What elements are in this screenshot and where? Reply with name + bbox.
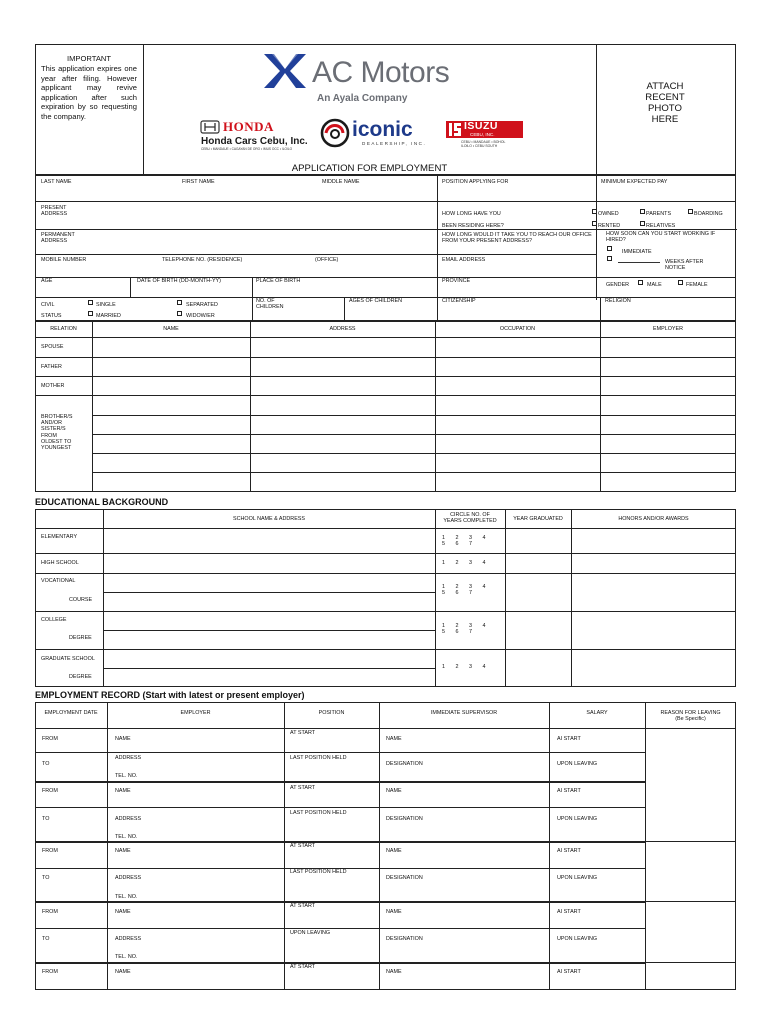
emp-position-header: POSITION xyxy=(318,710,345,716)
honors-header: HONORS AND/OR AWARDS xyxy=(618,516,689,522)
record4-name: NAME xyxy=(115,909,131,915)
circle-years-header: CIRCLE NO. OF YEARS COMPLETED xyxy=(443,512,497,525)
year-graduated-header: YEAR GRADUATED xyxy=(513,516,563,522)
record2-tel: TEL. NO. xyxy=(115,834,138,840)
single-label: SINGLE xyxy=(96,302,116,308)
record1-sup-name: NAME xyxy=(386,736,402,742)
relation-header: RELATION xyxy=(50,326,77,332)
start-working-label: HOW SOON CAN YOU START WORKING IF HIRED? xyxy=(606,231,716,244)
record2-to: TO xyxy=(42,816,50,822)
school-header: SCHOOL NAME & ADDRESS xyxy=(233,516,305,522)
record5-from: FROM xyxy=(42,969,58,975)
record2-designation: DESIGNATION xyxy=(386,816,423,822)
record1-salary-leave: UPON LEAVING xyxy=(557,761,598,767)
record1-at-start: AT START xyxy=(290,730,316,736)
relatives-label: RELATIVES xyxy=(646,223,676,229)
male-checkbox[interactable] xyxy=(638,280,643,285)
record4-address: ADDRESS xyxy=(115,936,142,942)
min-pay-label: MINIMUM EXPECTED PAY xyxy=(601,179,668,185)
father-label: FATHER xyxy=(41,364,62,370)
siblings-label: BROTHER/S AND/OR SISTER/S FROM OLDEST TO YOUNGEST xyxy=(41,414,73,452)
boarding-label: BOARDING xyxy=(694,211,723,217)
isuzu-name: ISUZU xyxy=(464,120,498,132)
record1-last-pos: LAST POSITION HELD xyxy=(290,755,347,761)
vocational-course-label: COURSE xyxy=(69,597,93,603)
employment-title: EMPLOYMENT RECORD (Start with latest or present employer) xyxy=(35,690,305,700)
record2-at-start: AT START xyxy=(290,785,316,791)
education-table xyxy=(35,509,736,687)
dob-label: DATE OF BIRTH (DD-MONTH-YY) xyxy=(137,278,221,284)
isuzu-branches: CEBU • MANDAUE • BOHOL ILOILO • CEBU SOUTH xyxy=(461,140,506,149)
status-label: STATUS xyxy=(41,313,62,319)
college-label: COLLEGE xyxy=(41,617,67,623)
important-notice: This application expires one year after filing. However applicant may revive application after such expiration by so requesting the company. xyxy=(41,64,137,121)
male-label: MALE xyxy=(647,282,662,288)
vocational-years[interactable]: 1 2 3 4 5 6 7 xyxy=(442,584,486,597)
form-title: APPLICATION FOR EMPLOYMENT xyxy=(291,163,448,174)
record1-name: NAME xyxy=(115,736,131,742)
record4-from: FROM xyxy=(42,909,58,915)
elementary-label: ELEMENTARY xyxy=(41,534,78,540)
record1-salary-start: AI START xyxy=(557,736,581,742)
present-address-label: PRESENT ADDRESS xyxy=(41,205,68,218)
relatives-checkbox[interactable] xyxy=(640,221,645,226)
education-title: EDUCATIONAL BACKGROUND xyxy=(35,497,169,507)
no-children-label: NO. OF CHILDREN xyxy=(256,298,284,311)
age-label: AGE xyxy=(41,278,53,284)
record3-sup-name: NAME xyxy=(386,848,402,854)
record3-to: TO xyxy=(42,875,50,881)
graduate-school-label: GRADUATE SCHOOL xyxy=(41,656,95,662)
supervisor-header: IMMEDIATE SUPERVISOR xyxy=(430,710,498,716)
record3-salary-start: AI START xyxy=(557,848,581,854)
record3-designation: DESIGNATION xyxy=(386,875,423,881)
record2-name: NAME xyxy=(115,788,131,794)
record2-address: ADDRESS xyxy=(115,816,142,822)
gender-label: GENDER xyxy=(606,282,630,288)
record3-at-start: AT START xyxy=(290,843,316,849)
college-years[interactable]: 1 2 3 4 5 6 7 xyxy=(442,623,486,636)
owned-label: OWNED xyxy=(598,211,619,217)
rented-checkbox[interactable] xyxy=(592,221,597,226)
rented-label: RENTED xyxy=(598,223,621,229)
reach-office-label: HOW LONG WOULD IT TAKE YOU TO REACH OUR OFFICE FROM YOUR PRESENT ADDRESS? xyxy=(442,232,592,245)
owned-checkbox[interactable] xyxy=(592,209,597,214)
record1-tel: TEL. NO. xyxy=(115,773,138,779)
immediate-label: IMMEDIATE xyxy=(622,249,652,255)
residing-label: BEEN RESIDING HERE? xyxy=(442,223,504,229)
graduate-degree-label: DEGREE xyxy=(69,674,92,680)
record1-address: ADDRESS xyxy=(115,755,142,761)
high-school-label: HIGH SCHOOL xyxy=(41,560,79,566)
honda-brand: HONDA xyxy=(223,119,274,134)
record4-designation: DESIGNATION xyxy=(386,936,423,942)
email-label: EMAIL ADDRESS xyxy=(442,257,486,263)
married-checkbox[interactable] xyxy=(88,311,93,316)
middle-name-label: MIDDLE NAME xyxy=(322,179,360,185)
widow-checkbox[interactable] xyxy=(177,311,182,316)
emp-employer-header: EMPLOYER xyxy=(180,710,211,716)
record1-to: TO xyxy=(42,761,50,767)
iconic-name: iconic xyxy=(352,118,413,141)
record3-from: FROM xyxy=(42,848,58,854)
company-name: AC Motors xyxy=(312,56,450,89)
boarding-checkbox[interactable] xyxy=(688,209,693,214)
weeks-after-label: WEEKS AFTER NOTICE xyxy=(665,259,704,272)
record5-at-start: AT START xyxy=(290,964,316,970)
permanent-address-label: PERMANENT ADDRESS xyxy=(41,232,75,245)
record4-at-start: AT START xyxy=(290,903,316,909)
family-address-header: ADDRESS xyxy=(329,326,356,332)
single-checkbox[interactable] xyxy=(88,300,93,305)
record3-last-pos: LAST POSITION HELD xyxy=(290,869,347,875)
record4-salary-leave: UPON LEAVING xyxy=(557,936,598,942)
record4-salary-start: AI START xyxy=(557,909,581,915)
ac-motors-logo-icon xyxy=(262,52,308,90)
record4-tel: TEL. NO. xyxy=(115,954,138,960)
family-name-header: NAME xyxy=(163,326,179,332)
record1-from: FROM xyxy=(42,736,58,742)
last-name-label: LAST NAME xyxy=(41,179,72,185)
citizenship-label: CITIZENSHIP xyxy=(442,298,476,304)
record3-tel: TEL. NO. xyxy=(115,894,138,900)
female-label: FEMALE xyxy=(686,282,708,288)
immediate-checkbox[interactable] xyxy=(607,246,612,251)
spouse-label: SPOUSE xyxy=(41,344,64,350)
position-label: POSITION APPLYING FOR xyxy=(442,179,509,185)
family-table xyxy=(35,320,736,492)
record5-salary-start: AI START xyxy=(557,969,581,975)
salary-header: SALARY xyxy=(586,710,608,716)
married-label: MARRIED xyxy=(96,313,121,319)
separated-checkbox[interactable] xyxy=(177,300,182,305)
record2-salary-start: AI START xyxy=(557,788,581,794)
office-phone-label: (OFFICE) xyxy=(315,257,339,263)
honda-branches: CEBU • MANDAUE • CAGAYAN DE ORO • IMUS OCC • ILOILO xyxy=(201,147,293,151)
honda-wing-icon xyxy=(200,120,220,134)
record3-salary-leave: UPON LEAVING xyxy=(557,875,598,881)
pob-label: PLACE OF BIRTH xyxy=(256,278,301,284)
high-school-years[interactable]: 1 2 3 4 xyxy=(442,560,486,566)
record2-last-pos: LAST POSITION HELD xyxy=(290,810,347,816)
iconic-sub: DEALERSHIP, INC. xyxy=(362,141,427,146)
occupation-header: OCCUPATION xyxy=(499,326,536,332)
elementary-years[interactable]: 1 2 3 4 5 6 7 xyxy=(442,535,486,548)
ages-children-label: AGES OF CHILDREN xyxy=(349,298,403,304)
graduate-years[interactable]: 1 2 3 4 xyxy=(442,664,486,670)
separated-label: SEPARATED xyxy=(186,302,218,308)
record2-salary-leave: UPON LEAVING xyxy=(557,816,598,822)
civil-label: CIVIL xyxy=(41,302,55,308)
record2-from: FROM xyxy=(42,788,58,794)
record4-sup-name: NAME xyxy=(386,909,402,915)
record4-to: TO xyxy=(42,936,50,942)
first-name-label: FIRST NAME xyxy=(182,179,215,185)
record1-designation: DESIGNATION xyxy=(386,761,423,767)
vocational-label: VOCATIONAL xyxy=(41,578,76,584)
female-checkbox[interactable] xyxy=(678,280,683,285)
isuzu-sub: CEBU, INC. xyxy=(470,132,495,137)
record3-name: NAME xyxy=(115,848,131,854)
company-tagline: An Ayala Company xyxy=(317,93,408,104)
record3-address: ADDRESS xyxy=(115,875,142,881)
parents-label: PARENTS xyxy=(646,211,672,217)
important-heading: IMPORTANT xyxy=(66,54,112,63)
parents-checkbox[interactable] xyxy=(640,209,645,214)
record5-name: NAME xyxy=(115,969,131,975)
photo-placeholder: ATTACH RECENT PHOTO HERE xyxy=(645,81,685,125)
telephone-label: TELEPHONE NO. (RESIDENCE) xyxy=(162,257,243,263)
honda-dealer-name: Honda Cars Cebu, Inc. xyxy=(201,136,308,147)
reason-header: REASON FOR LEAVING (Be Specific) xyxy=(660,710,721,723)
record4-upon-leaving: UPON LEAVING xyxy=(290,930,331,936)
religion-label: RELIGION xyxy=(605,298,631,304)
weeks-checkbox[interactable] xyxy=(607,256,612,261)
employer-header: EMPLOYER xyxy=(653,326,683,332)
how-long-label: HOW LONG HAVE YOU xyxy=(442,211,501,217)
province-label: PROVINCE xyxy=(442,278,471,284)
iconic-swirl-icon xyxy=(318,117,352,149)
college-degree-label: DEGREE xyxy=(69,635,92,641)
employment-date-header: EMPLOYMENT DATE xyxy=(44,710,98,716)
record2-sup-name: NAME xyxy=(386,788,402,794)
record5-sup-name: NAME xyxy=(386,969,402,975)
widow-label: WIDOW/ER xyxy=(186,313,215,319)
employment-table xyxy=(35,702,736,990)
mobile-label: MOBILE NUMBER xyxy=(41,257,87,263)
mother-label: MOTHER xyxy=(41,383,65,389)
isuzu-mark-icon xyxy=(448,122,462,137)
